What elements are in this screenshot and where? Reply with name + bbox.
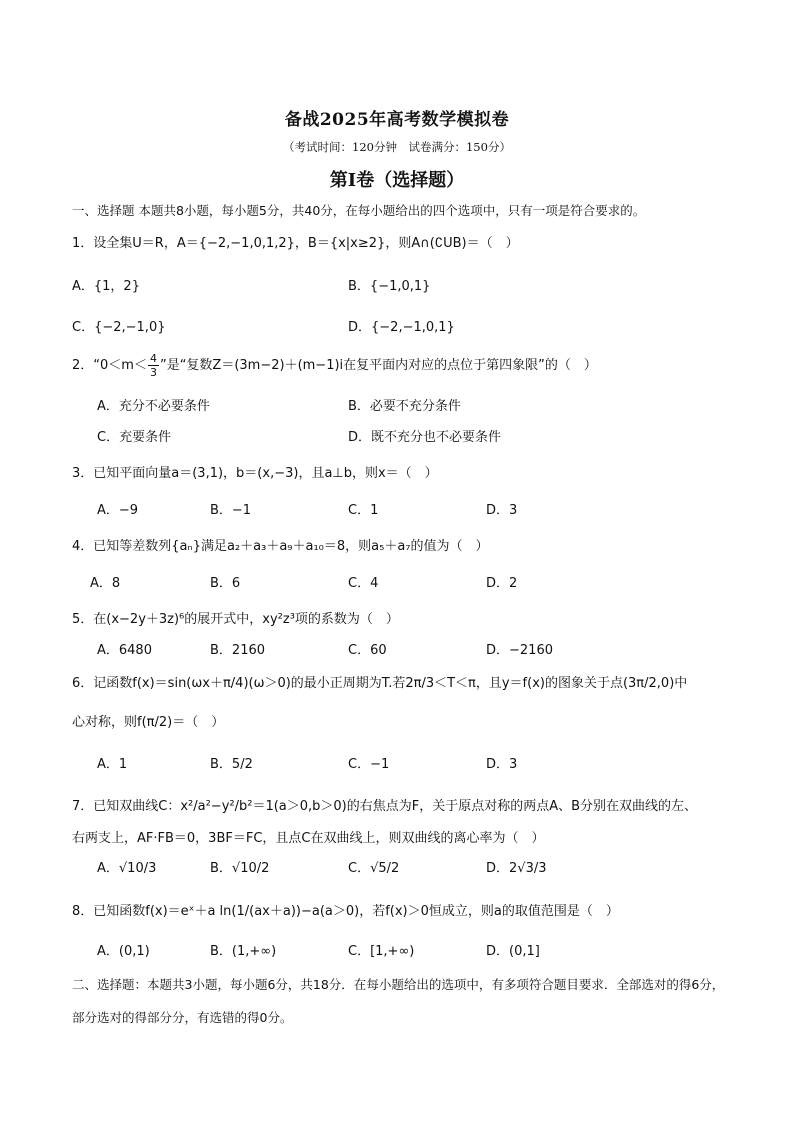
q3-option-c: C．1 [348,503,379,518]
volume-heading: 第I卷（选择题） [329,170,465,191]
q7-option-c: C．√5/2 [348,861,400,876]
q2-option-b: B．必要不充分条件 [348,399,461,414]
q2-frac-num: 4 [149,352,157,365]
q7-option-a: A．√10/3 [97,861,157,876]
q1-option-c: C．{−2,−1,0} [72,320,166,335]
q5-option-d: D．−2160 [486,643,553,658]
exam-title: 备战2025年高考数学模拟卷 [284,110,510,130]
question-5: 5．在(x−2y＋3z)⁶的展开式中，xy²z³项的系数为（ ） [72,612,399,627]
section2-heading: 二、选择题：本题共3小题，每小题6分，共18分．在每小题给出的选项中，有多项符合题目要求．全部选对的得6分，部分选对的得部分分，有选错的得0分。 [72,977,725,1025]
question-2 [72,352,732,379]
q6-option-b: B．5/2 [210,757,253,772]
q4-option-b: B．6 [210,576,241,591]
q3-option-d: D．3 [486,503,518,518]
q4-option-d: D．2 [486,576,518,591]
question-4: 4．已知等差数列{aₙ}满足a₂＋a₃＋a₉＋a₁₀＝8，则a₅＋a₇的值为（ ） [72,539,489,554]
question-3: 3．已知平面向量a＝(3,1)，b＝(x,−3)，且a⊥b，则x＝（ ） [72,466,438,481]
q1-option-d: D．{−2,−1,0,1} [348,320,455,335]
q2-text-suffix: ”是“复数Z＝(3m−2)＋(m−1)i在复平面内对应的点位于第四象限”的（ ） [159,358,597,373]
q3-option-b: B．−1 [210,503,252,518]
section1-heading: 一、选择题 本题共8小题，每小题5分，共40分，在每小题给出的四个选项中，只有一项是符合要求的。 [72,203,646,218]
q1-option-b: B．{−1,0,1} [348,279,431,294]
question-6-line1: 6．记函数f(x)＝sin(ωx＋π/4)(ω＞0)的最小正周期为T.若2π/3＜T＜π，且y＝f(x)的图象关于点(3π/2,0)中 [72,676,688,691]
q7-option-b: B．√10/2 [210,861,270,876]
q2-option-c: C．充要条件 [97,430,172,445]
question-8: 8．已知函数f(x)＝eˣ＋a ln(1/(ax＋a))−a(a＞0)，若f(x)＞0恒成立，则a的取值范围是（ ） [72,904,619,919]
q2-text-prefix: 2．“0＜m＜ [72,358,147,373]
q8-option-d: D．(0,1] [486,944,540,959]
q2-option-d: D．既不充分也不必要条件 [348,430,502,445]
q6-option-a: A．1 [97,757,128,772]
q4-option-a: A．8 [90,576,121,591]
q8-option-c: C．[1,+∞) [348,944,415,959]
question-7-line1: 7．已知双曲线C：x²/a²−y²/b²＝1(a＞0,b＞0)的右焦点为F，关于原点对称的两点A、B分别在双曲线的左、 [72,799,698,814]
q2-fraction [148,352,159,379]
q8-option-a: A．(0,1) [97,944,150,959]
q5-option-a: A．6480 [97,643,152,658]
question-1: 1．设全集U＝R，A＝{−2,−1,0,1,2}，B＝{x|x≥2}，则A∩(∁UB)＝（ ） [72,236,519,251]
q2-frac-den: 3 [149,366,157,379]
q6-option-d: D．3 [486,757,518,772]
q3-option-a: A．−9 [97,503,139,518]
q1-option-a: A．{1，2} [72,279,140,294]
q4-option-c: C．4 [348,576,379,591]
question-6-line2: 心对称，则f(π/2)＝（ ） [72,715,225,730]
q6-option-c: C．−1 [348,757,390,772]
exam-subtitle: （考试时间：120分钟 试卷满分：150分） [283,140,511,154]
q5-option-c: C．60 [348,643,387,658]
q8-option-b: B．(1,+∞) [210,944,277,959]
q2-option-a: A．充分不必要条件 [97,399,210,414]
q7-option-d: D．2√3/3 [486,861,547,876]
q5-option-b: B．2160 [210,643,266,658]
question-7-line2: 右两支上，AF·FB＝0，3BF＝FC，且点C在双曲线上，则双曲线的离心率为（ ） [72,831,545,846]
